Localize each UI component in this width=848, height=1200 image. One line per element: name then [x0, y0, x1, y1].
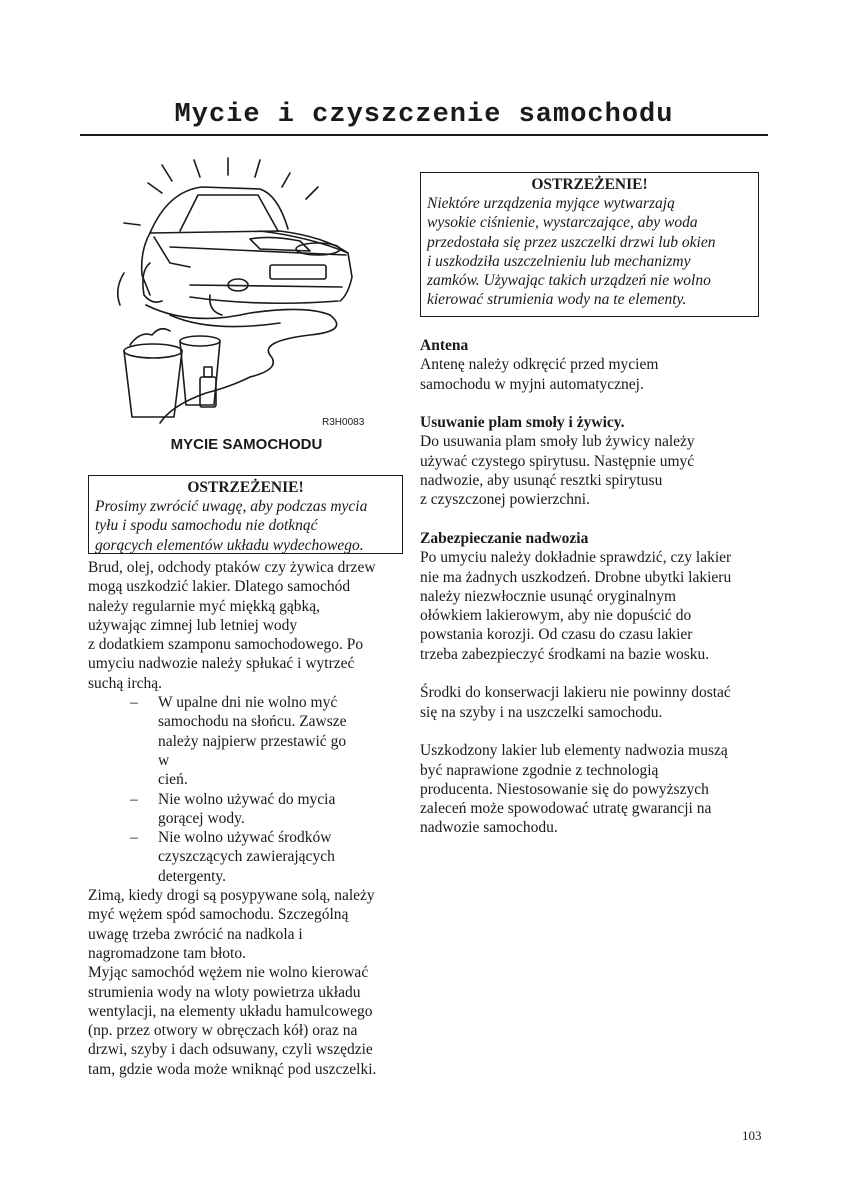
section-heading-tar: Usuwanie plam smoły i żywicy.	[420, 414, 625, 432]
warning-line: gorących elementów układu wydechowego.	[95, 536, 364, 554]
list-item: – Nie wolno używać środków czyszczących zawierających detergenty.	[130, 829, 335, 885]
warning-line: Niektóre urządzenia myjące wytwarzają	[427, 195, 675, 212]
page-number: 103	[742, 1128, 762, 1143]
warning-line: tyłu i spodu samochodu nie dotknąć	[95, 517, 318, 535]
right-column	[420, 336, 765, 838]
paragraph-tar: Do usuwania plam smoły lub żywicy należy używać czystego spirytusu. Następnie umyć nadwozie, aby usunąć resztki spirytusu z czyszczonej powierzchni.	[420, 433, 695, 509]
dash-list	[88, 693, 406, 886]
warning-text	[95, 497, 396, 555]
paragraph-warranty: Uszkodzony lakier lub elementy nadwozia muszą być naprawione zgodnie z technologią producenta. Niestosowanie się do powyższych zaleceń może spowodować utratę gwarancji na nadwozie samochodu.	[420, 742, 728, 837]
paragraph-dirt: Brud, olej, odchody ptaków czy żywica drzew mogą uszkodzić lakier. Dlatego samochód należy regularnie myć miękką gąbką, używając zimnej lub letniej wody z dodatkiem szamponu samochodowego. Po umyciu nadwozie należy spłukać i wytrzeć suchą irchą.	[88, 559, 376, 692]
warning-box-exhaust	[88, 475, 403, 554]
figure-code: R3H0083	[322, 417, 365, 428]
title-rule	[80, 134, 768, 136]
warning-line: zamków. Używając takich urządzeń nie wolno	[427, 272, 711, 290]
paragraph-winter: Zimą, kiedy drogi są posypywane solą, należy myć wężem spód samochodu. Szczególną uwagę trzeba zwrócić na nadkola i nagromadzone tam błoto.	[88, 887, 375, 962]
warning-text	[427, 194, 752, 310]
warning-line: kierować strumienia wody na te elementy.	[427, 291, 687, 309]
page-title: Mycie i czyszczenie samochodu	[174, 100, 674, 130]
warning-title: OSTRZEŻENIE!	[187, 479, 304, 496]
paragraph-antenna: Antenę należy odkręcić przed myciem samochodu w myjni automatycznej.	[420, 356, 659, 393]
warning-line: i uszkodziła uszczelnieniu lub mechanizmy	[427, 252, 691, 270]
warning-box-pressure	[420, 172, 759, 317]
list-item: – W upalne dni nie wolno myć samochodu na słońcu. Zawsze należy najpierw przestawić go w cień.	[130, 694, 347, 789]
figure-caption: MYCIE SAMOCHODU	[170, 436, 323, 453]
section-heading-body-protection: Zabezpieczanie nadwozia	[420, 529, 589, 547]
paragraph-body-protection: Po umyciu należy dokładnie sprawdzić, czy lakier nie ma żadnych uszkodzeń. Drobne ubytki lakieru należy niezwłocznie usunąć oryginalnym ołówkiem lakierowym, aby nie dopuścić do powstania korozji. Od czasu do czasu lakier trzeba zabezpieczyć środkami na bazie wosku.	[420, 549, 732, 663]
warning-line: przedostała się przez uszczelki drzwi lub okien	[427, 233, 716, 251]
dash-marker: –	[130, 694, 138, 712]
warning-line: wysokie ciśnienie, wystarczające, aby woda	[427, 214, 698, 232]
warning-line: Prosimy zwrócić uwagę, aby podczas mycia	[95, 498, 368, 515]
car-washing-illustration-icon	[110, 155, 380, 430]
paragraph-wax: Środki do konserwacji lakieru nie powinny dostać się na szyby i na uszczelki samochodu.	[420, 684, 731, 721]
dash-marker: –	[130, 790, 138, 808]
warning-title: OSTRZEŻENIE!	[531, 176, 648, 193]
left-column	[88, 558, 406, 1079]
list-item: – Nie wolno używać do mycia gorącej wody.	[130, 790, 336, 827]
paragraph-hose: Myjąc samochód wężem nie wolno kierować strumienia wody na wloty powietrza układu wentylacji, na elementy układu hamulcowego (np. przez otwory w obręczach kół) oraz na drzwi, szyby i dach odsuwany, czyli wszędzie tam, gdzie woda może wniknąć pod uszczelki.	[88, 964, 377, 1078]
dash-marker: –	[130, 829, 138, 847]
section-heading-antenna: Antena	[420, 337, 469, 354]
